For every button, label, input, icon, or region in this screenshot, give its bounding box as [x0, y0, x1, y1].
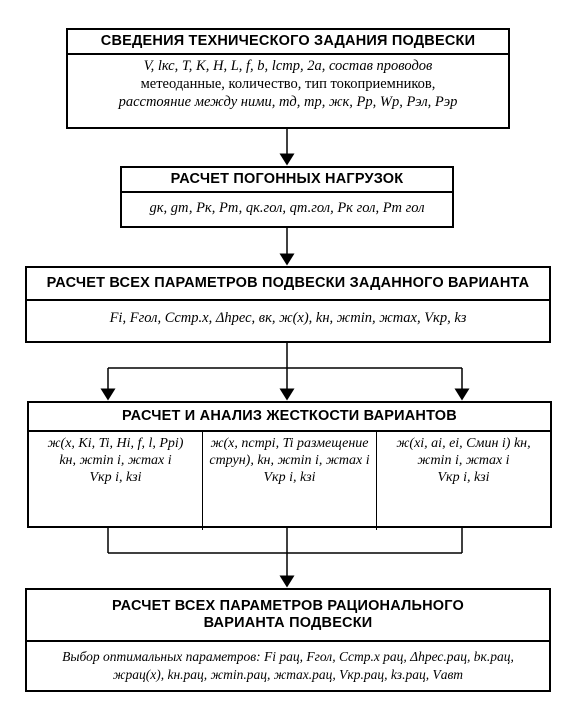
- tech-spec-line-3: расстояние между ними, mд, mр, жк, Pр, Wр, Pэл, Pэр: [118, 94, 458, 110]
- tech-spec-line-2: метеоданные, количество, тип токоприемников,: [140, 76, 436, 92]
- box-tech-spec-body: [68, 55, 508, 113]
- variant-1-line-2: kн, жmin i, жmax i: [59, 453, 172, 468]
- given-variant-line-1: Fi, Fгол, Cстр.х, Δhрес, вк, ж(х), kн, жmin, жmax, Vкр, kз: [109, 310, 467, 326]
- variant-2-line-2: струн), kн, жmin i, жmax i: [209, 453, 370, 468]
- box-linear-loads-body: [122, 193, 452, 219]
- variant-3-line-2: жmin i, жmax i: [417, 453, 510, 468]
- variant-2-line-3: Vкр i, kзi: [263, 470, 316, 485]
- box-given-variant: [25, 266, 551, 343]
- variant-1-line-1: ж(x, Ki, Ti, Hi, f, l, Ppi): [47, 436, 184, 451]
- box-rational-variant-body: [27, 642, 549, 686]
- tech-spec-line-1: V, lкс, T, K, H, L, f, b, lстр, 2a, состав проводов: [143, 58, 433, 74]
- variant-column-1: [29, 432, 203, 530]
- box-rational-variant: [25, 588, 551, 692]
- box-rational-variant-title: РАСЧЕТ ВСЕХ ПАРАМЕТРОВ РАЦИОНАЛЬНОГО ВАРИАНТА ПОДВЕСКИ: [27, 590, 549, 642]
- stiffness-variant-columns: [29, 432, 550, 530]
- variant-1-line-3: Vкр i, kзi: [89, 470, 142, 485]
- variant-3-line-1: ж(xi, ai, ei, Cмин i) kн,: [396, 436, 531, 451]
- box-linear-loads-title: РАСЧЕТ ПОГОННЫХ НАГРУЗОК: [122, 168, 452, 193]
- variant-column-2: [203, 432, 377, 530]
- box-given-variant-body: [27, 301, 549, 329]
- linear-loads-line-1: gк, gт, Pк, Pт, qк.гол, qт.гол, Pк гол, Pт гол: [149, 200, 425, 216]
- box-linear-loads: [120, 166, 454, 228]
- box-given-variant-title: РАСЧЕТ ВСЕХ ПАРАМЕТРОВ ПОДВЕСКИ ЗАДАННОГО ВАРИАНТА: [27, 268, 549, 301]
- rational-variant-line-2: жрац(х), kн.рац, жmin.рац, жmax.рац, Vкр.рац, kз.рац, Vавт: [112, 667, 464, 682]
- variant-2-line-1: ж(x, nстрi, Ti размещение: [210, 436, 369, 451]
- box-stiffness-analysis-title: РАСЧЕТ И АНАЛИЗ ЖЕСТКОСТИ ВАРИАНТОВ: [29, 403, 550, 432]
- variant-column-3: [377, 432, 550, 530]
- rational-variant-line-1: Выбор оптимальных параметров: Fi рац, Fгол, Cстр.х рац, Δhрес.рац, bк.рац,: [62, 649, 514, 664]
- variant-3-line-3: Vкр i, kзi: [437, 470, 490, 485]
- box-tech-spec-title: СВЕДЕНИЯ ТЕХНИЧЕСКОГО ЗАДАНИЯ ПОДВЕСКИ: [68, 30, 508, 55]
- box-tech-spec: [66, 28, 510, 129]
- box-stiffness-analysis: [27, 401, 552, 528]
